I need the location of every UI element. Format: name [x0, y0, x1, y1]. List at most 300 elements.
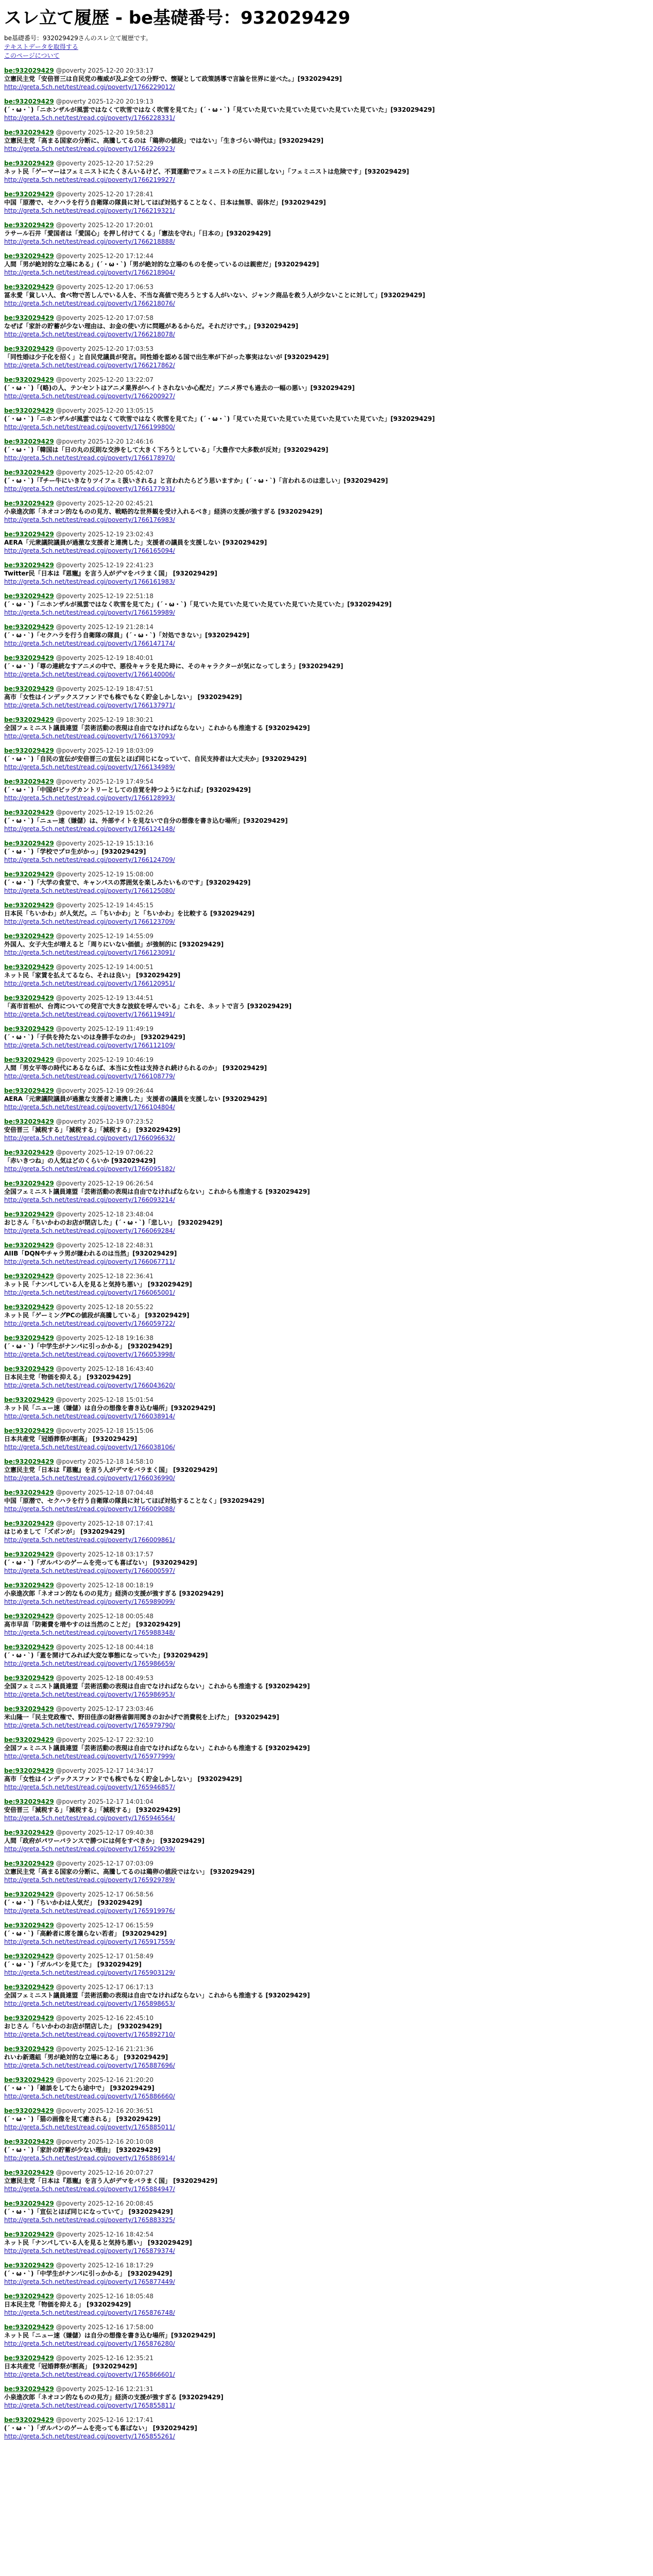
be-user-link[interactable]: be:932029429 — [4, 654, 54, 662]
post-meta: @poverty 2025-12-19 14:00:51 — [54, 963, 153, 971]
thread-url-link[interactable]: http://greta.5ch.net/test/read.cgi/poverty/1765946857/ — [4, 1784, 175, 1791]
thread-url-link[interactable]: http://greta.5ch.net/test/read.cgi/poverty/1765876748/ — [4, 2309, 175, 2316]
post-meta: @poverty 2025-12-20 17:28:41 — [54, 191, 153, 198]
be-user-link[interactable]: be:932029429 — [4, 1922, 54, 1929]
thread-url-link[interactable]: http://greta.5ch.net/test/read.cgi/poverty/1766218076/ — [4, 300, 175, 307]
about-page-link[interactable]: このページについて — [4, 52, 60, 59]
be-user-link[interactable]: be:932029429 — [4, 2138, 54, 2145]
thread-url-link[interactable]: http://greta.5ch.net/test/read.cgi/poverty/1766218888/ — [4, 238, 175, 245]
be-user-link[interactable]: be:932029429 — [4, 314, 54, 321]
post-meta: @poverty 2025-12-18 22:36:41 — [54, 1273, 153, 1280]
thread-entry — [4, 97, 645, 122]
be-user-link[interactable]: be:932029429 — [4, 1273, 54, 1280]
be-user-link[interactable]: be:932029429 — [4, 1551, 54, 1558]
thread-url-link[interactable]: http://greta.5ch.net/test/read.cgi/poverty/1766096632/ — [4, 1134, 175, 1142]
be-user-link[interactable]: be:932029429 — [4, 592, 54, 600]
thread-entry — [4, 1519, 645, 1544]
be-user-link[interactable]: be:932029429 — [4, 809, 54, 816]
thread-header — [4, 406, 645, 415]
be-user-link[interactable]: be:932029429 — [4, 1489, 54, 1496]
thread-entry — [4, 406, 645, 431]
thread-header — [4, 376, 645, 384]
thread-title: Twitter民「日本は『恩寵』を言う人がデマをバラまく国」 [932029429] — [4, 570, 217, 577]
be-user-link[interactable]: be:932029429 — [4, 1736, 54, 1743]
thread-url-link[interactable]: http://greta.5ch.net/test/read.cgi/poverty/1765866601/ — [4, 2371, 175, 2378]
thread-url-link[interactable]: http://greta.5ch.net/test/read.cgi/poverty/1766067711/ — [4, 1258, 175, 1265]
post-meta: @poverty 2025-12-19 15:13:16 — [54, 840, 153, 847]
thread-entry — [4, 2107, 645, 2131]
thread-title: (´・ω・`)「自民の宣伝が安倍晋三の宣伝とほぼ同じになっていて、自民支持者は大丈夫か」[932029429] — [4, 755, 307, 762]
thread-entry — [4, 1828, 645, 1853]
be-user-link[interactable]: be:932029429 — [4, 407, 54, 414]
be-user-link[interactable]: be:932029429 — [4, 685, 54, 692]
be-user-link[interactable]: be:932029429 — [4, 191, 54, 198]
thread-url-link[interactable]: http://greta.5ch.net/test/read.cgi/poverty/1765929039/ — [4, 1845, 175, 1853]
be-user-link[interactable]: be:932029429 — [4, 160, 54, 167]
thread-title: (´・ω・`)「ちいかわは人気だ」 [932029429] — [4, 1899, 142, 1906]
be-user-link[interactable]: be:932029429 — [4, 747, 54, 754]
thread-header — [4, 2199, 645, 2208]
post-meta: @poverty 2025-12-18 22:48:31 — [54, 1242, 153, 1249]
thread-url-link[interactable]: http://greta.5ch.net/test/read.cgi/poverty/1766177931/ — [4, 485, 175, 493]
post-meta: @poverty 2025-12-18 20:55:22 — [54, 1303, 153, 1311]
post-meta: @poverty 2025-12-19 23:02:43 — [54, 531, 153, 538]
thread-url-link[interactable]: http://greta.5ch.net/test/read.cgi/poverty/1766176983/ — [4, 516, 175, 523]
thread-url-link[interactable]: http://greta.5ch.net/test/read.cgi/poverty/1766134989/ — [4, 764, 175, 771]
be-user-link[interactable]: be:932029429 — [4, 871, 54, 878]
thread-url-link[interactable]: http://greta.5ch.net/test/read.cgi/poverty/1765887696/ — [4, 2062, 175, 2069]
be-user-link[interactable]: be:932029429 — [4, 376, 54, 383]
thread-url-link[interactable]: http://greta.5ch.net/test/read.cgi/poverty/1765892710/ — [4, 2031, 175, 2038]
thread-url-link[interactable]: http://greta.5ch.net/test/read.cgi/poverty/1766128993/ — [4, 794, 175, 802]
thread-url-link[interactable]: http://greta.5ch.net/test/read.cgi/poverty/1765886660/ — [4, 2093, 175, 2100]
get-text-data-link[interactable]: テキストデータを取得する — [4, 43, 78, 50]
thread-url-link[interactable]: http://greta.5ch.net/test/read.cgi/poverty/1766140006/ — [4, 671, 175, 678]
thread-entry — [4, 1210, 645, 1235]
thread-header — [4, 561, 645, 569]
thread-title: ネット民「家賃を払えてるなら、それは良い」 [932029429] — [4, 972, 181, 979]
be-user-link[interactable]: be:932029429 — [4, 222, 54, 229]
thread-url-link[interactable]: http://greta.5ch.net/test/read.cgi/poverty/1766009088/ — [4, 1505, 175, 1513]
post-meta: @poverty 2025-12-19 17:49:54 — [54, 778, 153, 785]
thread-title: 高市「女性はインデックスファンドでも株でもなく貯金しかしない」 [932029429] — [4, 693, 242, 701]
be-user-link[interactable]: be:932029429 — [4, 902, 54, 909]
thread-url-link[interactable]: http://greta.5ch.net/test/read.cgi/poverty/1765855811/ — [4, 2402, 175, 2409]
be-user-link[interactable]: be:932029429 — [4, 1056, 54, 1063]
post-meta: @poverty 2025-12-19 10:46:19 — [54, 1056, 153, 1063]
thread-url-link[interactable]: http://greta.5ch.net/test/read.cgi/poverty/1766043620/ — [4, 1382, 175, 1389]
be-user-link[interactable]: be:932029429 — [4, 1087, 54, 1094]
thread-title: 中国「原潜で、セクハラを行う自衛隊の隊員に対してほぼ対処することなく」[932029429] — [4, 1497, 265, 1504]
thread-entry — [4, 128, 645, 153]
thread-entry — [4, 1612, 645, 1637]
thread-entry — [4, 1674, 645, 1699]
thread-entry — [4, 870, 645, 895]
post-meta: @poverty 2025-12-20 20:19:13 — [54, 98, 153, 105]
be-user-link[interactable]: be:932029429 — [4, 1674, 54, 1682]
thread-title: 全国フェミニスト議員連盟「芸術活動の表現は自由でなければならない」これからも推進する [932029429] — [4, 1744, 310, 1752]
thread-url-link[interactable]: http://greta.5ch.net/test/read.cgi/poverty/1766120951/ — [4, 980, 175, 987]
thread-title: (´・ω・`)「中学生がナンパに引っかかる」 [932029429] — [4, 1343, 173, 1350]
thread-url-link[interactable]: http://greta.5ch.net/test/read.cgi/poverty/1766200927/ — [4, 393, 175, 400]
post-meta: @poverty 2025-12-16 18:17:29 — [54, 2262, 153, 2269]
thread-url-link[interactable]: http://greta.5ch.net/test/read.cgi/poverty/1765898653/ — [4, 2000, 175, 2007]
post-meta: @poverty 2025-12-19 14:45:15 — [54, 902, 153, 909]
post-meta: @poverty 2025-12-19 07:06:22 — [54, 1149, 153, 1156]
thread-title: (´・ω・`)「ニホンザルが風雲ではなくて吹雪ではなく吹雪を見てた」(´・ω・`)「見ていた見ていた見ていた見ていた見ていた見ていた」[932029429] — [4, 415, 435, 422]
thread-title: おじさん「ちいかわのお店が閉店した」(´・ω・`)「悲しい」 [932029429] — [4, 1219, 222, 1226]
thread-url-link[interactable]: http://greta.5ch.net/test/read.cgi/poverty/1765986953/ — [4, 1691, 175, 1698]
be-user-link[interactable]: be:932029429 — [4, 778, 54, 785]
thread-url-link[interactable]: http://greta.5ch.net/test/read.cgi/poverty/1766123091/ — [4, 949, 175, 956]
thread-url-link[interactable]: http://greta.5ch.net/test/read.cgi/poverty/1766218078/ — [4, 331, 175, 338]
post-meta: @poverty 2025-12-19 06:26:54 — [54, 1180, 153, 1187]
thread-url-link[interactable]: http://greta.5ch.net/test/read.cgi/poverty/1766226923/ — [4, 145, 175, 152]
thread-header — [4, 994, 645, 1002]
be-user-link[interactable]: be:932029429 — [4, 2076, 54, 2083]
thread-title: 外国人、女子大生が増えると「周りにいない価値」が強制的に [932029429] — [4, 941, 224, 948]
thread-entry — [4, 716, 645, 740]
thread-title: AERA「元衆議院議員が過激な支援者と連携した」支援者の議員を支援しない [932029429] — [4, 539, 267, 546]
thread-url-link[interactable]: http://greta.5ch.net/test/read.cgi/poverty/1766009861/ — [4, 1536, 175, 1544]
post-meta: @poverty 2025-12-19 18:03:09 — [54, 747, 153, 754]
thread-url-link[interactable]: http://greta.5ch.net/test/read.cgi/poverty/1766199800/ — [4, 423, 175, 431]
post-meta: @poverty 2025-12-19 15:02:26 — [54, 809, 153, 816]
be-user-link[interactable]: be:932029429 — [4, 716, 54, 723]
thread-header — [4, 1056, 645, 1064]
be-user-link[interactable]: be:932029429 — [4, 438, 54, 445]
thread-title: 「高市首相が、台湾についての発言で大きな波紋を呼んでいる」これを、ネットで言う [932029429] — [4, 1003, 292, 1010]
post-meta: @poverty 2025-12-19 15:08:00 — [54, 871, 153, 878]
thread-header — [4, 2416, 645, 2424]
thread-url-link[interactable]: http://greta.5ch.net/test/read.cgi/poverty/1765883325/ — [4, 2216, 175, 2224]
thread-title: 日本民「ちいかわ」が人気だ。ニ「ちいかわ」と「ちいかわ」を比較する [932029429] — [4, 910, 255, 917]
thread-url-link[interactable]: http://greta.5ch.net/test/read.cgi/poverty/1766178970/ — [4, 454, 175, 462]
post-meta: @poverty 2025-12-17 23:03:46 — [54, 1705, 153, 1713]
thread-title: ネット民「ゲーミングPCの値段が高騰している」 [932029429] — [4, 1312, 190, 1319]
thread-header — [4, 592, 645, 600]
post-meta: @poverty 2025-12-18 00:18:19 — [54, 1582, 153, 1589]
thread-url-link[interactable]: http://greta.5ch.net/test/read.cgi/poverty/1765877449/ — [4, 2278, 175, 2285]
thread-title: (´・ω・`)「ニホンザルが風雲ではなく吹雪を見てた」(´・ω・`)「見ていた見ていた見ていた見ていた見ていた見ていた」[932029429] — [4, 601, 392, 608]
be-user-link[interactable]: be:932029429 — [4, 1303, 54, 1311]
thread-url-link[interactable]: http://greta.5ch.net/test/read.cgi/poverty/1765986659/ — [4, 1660, 175, 1667]
thread-header — [4, 654, 645, 662]
thread-header — [4, 221, 645, 229]
be-user-link[interactable]: be:932029429 — [4, 1984, 54, 1991]
be-user-link[interactable]: be:932029429 — [4, 2354, 54, 2362]
be-user-link[interactable]: be:932029429 — [4, 2107, 54, 2114]
thread-entry — [4, 1396, 645, 1420]
thread-url-link[interactable]: http://greta.5ch.net/test/read.cgi/poverty/1766112109/ — [4, 1042, 175, 1049]
be-user-link[interactable]: be:932029429 — [4, 1149, 54, 1156]
post-meta: @poverty 2025-12-16 12:17:41 — [54, 2416, 153, 2424]
thread-url-link[interactable]: http://greta.5ch.net/test/read.cgi/poverty/1766069284/ — [4, 1227, 175, 1234]
thread-header — [4, 1334, 645, 1342]
be-user-link[interactable]: be:932029429 — [4, 1953, 54, 1960]
thread-url-link[interactable]: http://greta.5ch.net/test/read.cgi/poverty/1766161983/ — [4, 578, 175, 585]
thread-entry — [4, 221, 645, 246]
thread-url-link[interactable]: http://greta.5ch.net/test/read.cgi/poverty/1766137093/ — [4, 733, 175, 740]
thread-header — [4, 2354, 645, 2362]
be-user-link[interactable]: be:932029429 — [4, 2385, 54, 2393]
be-user-link[interactable]: be:932029429 — [4, 1180, 54, 1187]
thread-title: (´・ω・`)「『チー牛にいきなりツイフェミ扱いされる』と言われたらどう思いますか」(´・ω・`)「言われるのは悲しい」[932029429] — [4, 477, 388, 484]
thread-url-link[interactable]: http://greta.5ch.net/test/read.cgi/poverty/1766217862/ — [4, 362, 175, 369]
thread-title: ネット民「ニュー速（嫌儲）は自分の想像を書き込む場所」[932029429] — [4, 2332, 216, 2339]
thread-header — [4, 1117, 645, 1126]
thread-title: (´・ω・`)「子供を持たないのは身勝手なのか」 [932029429] — [4, 1033, 185, 1041]
thread-entry — [4, 2045, 645, 2070]
thread-header — [4, 1396, 645, 1404]
thread-url-link[interactable]: http://greta.5ch.net/test/read.cgi/poverty/1765989099/ — [4, 1598, 175, 1605]
be-user-link[interactable]: be:932029429 — [4, 2293, 54, 2300]
thread-title: (´・ω・`)「宣伝とほぼ同じになっていて」 [932029429] — [4, 2208, 173, 2215]
thread-header — [4, 2323, 645, 2331]
thread-url-link[interactable]: http://greta.5ch.net/test/read.cgi/poverty/1765903129/ — [4, 1969, 175, 1976]
thread-url-link[interactable]: http://greta.5ch.net/test/read.cgi/poverty/1766108779/ — [4, 1073, 175, 1080]
thread-entry — [4, 2014, 645, 2039]
thread-url-link[interactable]: http://greta.5ch.net/test/read.cgi/poverty/1766123709/ — [4, 918, 175, 925]
be-user-link[interactable]: be:932029429 — [4, 1396, 54, 1403]
thread-url-link[interactable]: http://greta.5ch.net/test/read.cgi/poverty/1766124709/ — [4, 856, 175, 863]
post-meta: @poverty 2025-12-20 02:45:21 — [54, 500, 153, 507]
thread-header — [4, 190, 645, 198]
be-user-link[interactable]: be:932029429 — [4, 1860, 54, 1867]
be-user-link[interactable]: be:932029429 — [4, 2416, 54, 2424]
thread-entry — [4, 437, 645, 462]
thread-title: 立憲民主党「安倍晋三は自民党の権威が及ぶ全ての分野で、懐疑として政策誘導で言論を世界に並べた。」[932029429] — [4, 75, 342, 82]
thread-header — [4, 252, 645, 260]
thread-url-link[interactable]: http://greta.5ch.net/test/read.cgi/poverty/1765979790/ — [4, 1722, 175, 1729]
thread-url-link[interactable]: http://greta.5ch.net/test/read.cgi/poverty/1765876280/ — [4, 2340, 175, 2347]
page-title: スレ立て履歴 - be基礎番号：932029429 — [4, 8, 351, 28]
thread-url-link[interactable]: http://greta.5ch.net/test/read.cgi/poverty/1765886914/ — [4, 2155, 175, 2162]
be-user-link[interactable]: be:932029429 — [4, 1211, 54, 1218]
thread-title: 米山隆一「民主党政権で、野田佳彦の財務省御用聞きのおかげで消費税を上げた」 [932029429] — [4, 1714, 280, 1721]
post-meta: @poverty 2025-12-19 22:41:23 — [54, 562, 153, 569]
be-user-link[interactable]: be:932029429 — [4, 1242, 54, 1249]
be-user-link[interactable]: be:932029429 — [4, 129, 54, 136]
thread-header — [4, 1087, 645, 1095]
thread-url-link[interactable]: http://greta.5ch.net/test/read.cgi/poverty/1766219321/ — [4, 207, 175, 214]
be-user-link[interactable]: be:932029429 — [4, 1613, 54, 1620]
thread-url-link[interactable]: http://greta.5ch.net/test/read.cgi/poverty/1766104804/ — [4, 1104, 175, 1111]
thread-title: AERA「元衆議院議員が過激な支援者と連携した」支援者の議員を支援しない [932029429] — [4, 1095, 267, 1103]
thread-title: (´・ω・`)「韓国は「日の丸の反則な交渉をして大きく下ろうとしている」「大豊作で大多数が反対」[932029429] — [4, 446, 329, 453]
thread-header — [4, 437, 645, 446]
thread-title: ネット民「ナンパしている人を見ると気持ち悪い」 [932029429] — [4, 1281, 192, 1288]
be-user-link[interactable]: be:932029429 — [4, 1767, 54, 1774]
be-user-link[interactable]: be:932029429 — [4, 2045, 54, 2053]
thread-url-link[interactable]: http://greta.5ch.net/test/read.cgi/poverty/1766053998/ — [4, 1351, 175, 1358]
thread-entry — [4, 2261, 645, 2286]
post-meta: @poverty 2025-12-19 22:51:18 — [54, 592, 153, 600]
thread-url-link[interactable]: http://greta.5ch.net/test/read.cgi/poverty/1765884947/ — [4, 2185, 175, 2193]
thread-url-link[interactable]: http://greta.5ch.net/test/read.cgi/poverty/1766229012/ — [4, 83, 175, 91]
be-user-link[interactable]: be:932029429 — [4, 562, 54, 569]
post-meta: @poverty 2025-12-18 00:05:48 — [54, 1613, 153, 1620]
thread-url-link[interactable]: http://greta.5ch.net/test/read.cgi/poverty/1765885011/ — [4, 2124, 175, 2131]
thread-entry — [4, 2292, 645, 2317]
be-user-link[interactable]: be:932029429 — [4, 1427, 54, 1434]
be-user-link[interactable]: be:932029429 — [4, 531, 54, 538]
thread-entry — [4, 1767, 645, 1791]
be-user-link[interactable]: be:932029429 — [4, 1829, 54, 1836]
post-meta: @poverty 2025-12-16 18:05:48 — [54, 2293, 153, 2300]
thread-title: なぜば「家計の貯蓄が少ない理由は、お金の使い方に問題があるからだ。それだけです。」[932029429] — [4, 323, 299, 330]
post-meta: @poverty 2025-12-16 21:21:36 — [54, 2045, 153, 2053]
be-user-link[interactable]: be:932029429 — [4, 994, 54, 1002]
post-meta: @poverty 2025-12-20 20:33:17 — [54, 67, 153, 74]
thread-url-link[interactable]: http://greta.5ch.net/test/read.cgi/poverty/1766124148/ — [4, 825, 175, 833]
thread-url-link[interactable]: http://greta.5ch.net/test/read.cgi/poverty/1766228331/ — [4, 114, 175, 122]
be-user-link[interactable]: be:932029429 — [4, 252, 54, 260]
thread-header — [4, 1767, 645, 1775]
thread-url-link[interactable]: http://greta.5ch.net/test/read.cgi/poverty/1765988348/ — [4, 1629, 175, 1636]
thread-url-link[interactable]: http://greta.5ch.net/test/read.cgi/poverty/1765929789/ — [4, 1876, 175, 1884]
be-user-link[interactable]: be:932029429 — [4, 1365, 54, 1372]
be-user-link[interactable]: be:932029429 — [4, 2200, 54, 2207]
thread-header — [4, 1303, 645, 1311]
thread-title: はじめまして「ズボンが」 [932029429] — [4, 1528, 125, 1535]
thread-header — [4, 1643, 645, 1651]
thread-url-link[interactable]: http://greta.5ch.net/test/read.cgi/poverty/1766000597/ — [4, 1567, 175, 1574]
be-user-link[interactable]: be:932029429 — [4, 1582, 54, 1589]
thread-header — [4, 1952, 645, 1960]
be-user-link[interactable]: be:932029429 — [4, 283, 54, 291]
thread-header — [4, 1519, 645, 1528]
post-meta: @poverty 2025-12-20 17:52:29 — [54, 160, 153, 167]
thread-title: ネット民「ナンパしている人を見ると気持ち悪い」 [932029429] — [4, 2239, 192, 2246]
thread-header — [4, 97, 645, 106]
thread-url-link[interactable]: http://greta.5ch.net/test/read.cgi/poverty/1766059722/ — [4, 1320, 175, 1327]
post-meta: @poverty 2025-12-19 09:26:44 — [54, 1087, 153, 1094]
thread-url-link[interactable]: http://greta.5ch.net/test/read.cgi/poverty/1766147174/ — [4, 640, 175, 647]
thread-header — [4, 901, 645, 909]
post-meta: @poverty 2025-12-19 11:49:19 — [54, 1025, 153, 1032]
be-user-link[interactable]: be:932029429 — [4, 1798, 54, 1805]
thread-title: 人間「男が絶対的な立場にある」(´・ω・`)「男が絶対的な立場のものを使っているのは親密だ」[932029429] — [4, 261, 319, 268]
be-user-link[interactable]: be:932029429 — [4, 345, 54, 352]
thread-url-link[interactable]: http://greta.5ch.net/test/read.cgi/poverty/1766119491/ — [4, 1011, 175, 1018]
thread-url-link[interactable]: http://greta.5ch.net/test/read.cgi/poverty/1765855261/ — [4, 2433, 175, 2440]
thread-url-link[interactable]: http://greta.5ch.net/test/read.cgi/poverty/1766038914/ — [4, 1413, 175, 1420]
thread-url-link[interactable]: http://greta.5ch.net/test/read.cgi/poverty/1766093214/ — [4, 1196, 175, 1204]
thread-url-link[interactable]: http://greta.5ch.net/test/read.cgi/poverty/1766219927/ — [4, 176, 175, 183]
be-user-link[interactable]: be:932029429 — [4, 1458, 54, 1465]
thread-title: (´・ω・`)「家計の貯蓄が少ない理由」 [932029429] — [4, 2146, 161, 2154]
be-user-link[interactable]: be:932029429 — [4, 2324, 54, 2331]
thread-entry — [4, 1087, 645, 1111]
post-meta: @poverty 2025-12-20 12:46:16 — [54, 438, 153, 445]
thread-title: (´・ω・`)「猫の画像を見て癒される」 [932029429] — [4, 2115, 161, 2123]
be-user-link[interactable]: be:932029429 — [4, 67, 54, 74]
thread-header — [4, 870, 645, 878]
thread-header — [4, 2107, 645, 2115]
thread-url-link[interactable]: http://greta.5ch.net/test/read.cgi/poverty/1766095182/ — [4, 1165, 175, 1173]
thread-entry — [4, 66, 645, 91]
thread-entry — [4, 1056, 645, 1080]
post-meta: @poverty 2025-12-16 20:07:27 — [54, 2169, 153, 2176]
be-user-link[interactable]: be:932029429 — [4, 2262, 54, 2269]
thread-url-link[interactable]: http://greta.5ch.net/test/read.cgi/poverty/1766159989/ — [4, 609, 175, 616]
thread-url-link[interactable]: http://greta.5ch.net/test/read.cgi/poverty/1765977999/ — [4, 1753, 175, 1760]
be-user-link[interactable]: be:932029429 — [4, 1025, 54, 1032]
thread-url-link[interactable]: http://greta.5ch.net/test/read.cgi/poverty/1766065001/ — [4, 1289, 175, 1296]
be-user-link[interactable]: be:932029429 — [4, 469, 54, 476]
thread-url-link[interactable]: http://greta.5ch.net/test/read.cgi/poverty/1765919976/ — [4, 1907, 175, 1914]
thread-header — [4, 685, 645, 693]
thread-url-link[interactable]: http://greta.5ch.net/test/read.cgi/poverty/1765879374/ — [4, 2247, 175, 2255]
thread-entry — [4, 1921, 645, 1946]
thread-title: おじさん「ちいかわのお店が閉店した」 [932029429] — [4, 2023, 162, 2030]
thread-header — [4, 2261, 645, 2269]
thread-url-link[interactable]: http://greta.5ch.net/test/read.cgi/poverty/1766165094/ — [4, 547, 175, 554]
be-user-link[interactable]: be:932029429 — [4, 2231, 54, 2238]
be-user-link[interactable]: be:932029429 — [4, 1118, 54, 1125]
thread-header — [4, 963, 645, 971]
be-user-link[interactable]: be:932029429 — [4, 1643, 54, 1651]
thread-entry — [4, 1272, 645, 1297]
thread-entry — [4, 808, 645, 833]
thread-entry — [4, 530, 645, 555]
thread-title: 「赤いきつね」の人気はどのくらいか [932029429] — [4, 1157, 156, 1164]
thread-entry — [4, 592, 645, 617]
post-meta: @poverty 2025-12-18 16:43:40 — [54, 1365, 153, 1372]
be-user-link[interactable]: be:932029429 — [4, 2014, 54, 2022]
be-user-link[interactable]: be:932029429 — [4, 1520, 54, 1527]
thread-entry — [4, 1488, 645, 1513]
be-user-link[interactable]: be:932029429 — [4, 500, 54, 507]
thread-header — [4, 1798, 645, 1806]
be-user-link[interactable]: be:932029429 — [4, 623, 54, 631]
thread-entry — [4, 1736, 645, 1760]
thread-title: (´・ω・`)「ガルパンのゲームを売っても喜ばない」 [932029429] — [4, 2425, 197, 2432]
be-user-link[interactable]: be:932029429 — [4, 840, 54, 847]
be-user-link[interactable]: be:932029429 — [4, 1891, 54, 1898]
thread-header — [4, 2045, 645, 2053]
be-user-link[interactable]: be:932029429 — [4, 963, 54, 971]
thread-entry — [4, 1179, 645, 1204]
post-meta: @poverty 2025-12-19 07:23:52 — [54, 1118, 153, 1125]
thread-title: 日本民主党「物価を抑える」 [932029429] — [4, 2301, 131, 2308]
thread-entry — [4, 932, 645, 957]
be-user-link[interactable]: be:932029429 — [4, 1705, 54, 1713]
thread-url-link[interactable]: http://greta.5ch.net/test/read.cgi/poverty/1766137971/ — [4, 702, 175, 709]
be-user-link[interactable]: be:932029429 — [4, 2169, 54, 2176]
post-meta: @poverty 2025-12-17 14:01:04 — [54, 1798, 153, 1805]
thread-entry — [4, 901, 645, 926]
thread-url-link[interactable]: http://greta.5ch.net/test/read.cgi/poverty/1766038106/ — [4, 1444, 175, 1451]
thread-entry — [4, 1550, 645, 1575]
be-user-link[interactable]: be:932029429 — [4, 98, 54, 105]
thread-url-link[interactable]: http://greta.5ch.net/test/read.cgi/poverty/1766036990/ — [4, 1475, 175, 1482]
thread-url-link[interactable]: http://greta.5ch.net/test/read.cgi/poverty/1765917559/ — [4, 1938, 175, 1945]
thread-url-link[interactable]: http://greta.5ch.net/test/read.cgi/poverty/1766125080/ — [4, 887, 175, 894]
thread-url-link[interactable]: http://greta.5ch.net/test/read.cgi/poverty/1765946564/ — [4, 1815, 175, 1822]
be-user-link[interactable]: be:932029429 — [4, 933, 54, 940]
thread-url-link[interactable]: http://greta.5ch.net/test/read.cgi/poverty/1766218904/ — [4, 269, 175, 276]
thread-header — [4, 283, 645, 291]
post-meta: @poverty 2025-12-16 20:08:45 — [54, 2200, 153, 2207]
thread-title: 全国フェミニスト議員連盟「芸術活動の表現は自由でなければならない」これからも推進する [932029429] — [4, 724, 310, 732]
thread-header — [4, 2076, 645, 2084]
be-user-link[interactable]: be:932029429 — [4, 1334, 54, 1342]
thread-entry — [4, 1983, 645, 2008]
thread-header — [4, 530, 645, 538]
thread-title: 立憲民主党「日本は『恩寵』を言う人がデマをバラまく国」 [932029429] — [4, 1466, 218, 1473]
